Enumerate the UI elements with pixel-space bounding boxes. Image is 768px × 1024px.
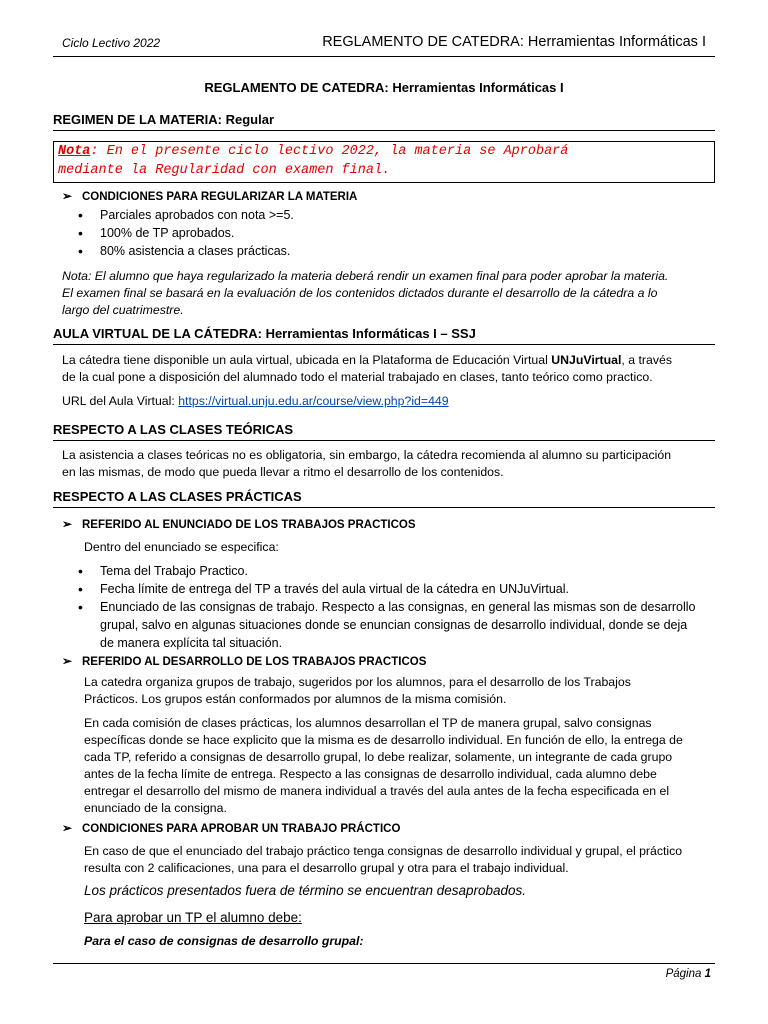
section-teoricas: RESPECTO A LAS CLASES TEÓRICAS <box>53 422 715 441</box>
aprobar-requirements-heading: Para aprobar un TP el alumno debe: <box>84 910 302 925</box>
note-line-2: mediante la Regularidad con examen final. <box>58 163 391 178</box>
header-cycle: Ciclo Lectivo 2022 <box>62 36 161 50</box>
desarrollo-paragraph-2: En cada comisión de clases prácticas, los alumnos desarrollan el TP de manera grupal, salvo consignas específicas donde se hace explicito que la misma es de desarrollo individual. En función de ello, la entrega de cada TP, referido a consignas de desarrollo grupal, lo debe realizar, solamente, un integrante de cada grupo antes de la fecha límite de entrega. Respecto a las consignas de desarrollo individual, cada alumno debe entregar el desarrollo del mismo de manera individual a través del aula antes de la fecha especificada en el enunciado de la consigna. <box>84 716 683 815</box>
note-label: Nota <box>58 144 91 159</box>
url-label: URL del Aula Virtual: <box>62 394 175 408</box>
platform-name: UNJuVirtual <box>551 353 622 367</box>
aprobar-late-note: Los prácticos presentados fuera de término se encuentran desaprobados. <box>84 883 527 898</box>
enunciado-list <box>78 562 696 652</box>
arrow-bullet-icon: ➢ <box>62 821 73 835</box>
arrow-bullet-icon: ➢ <box>62 517 73 531</box>
aula-paragraph: La cátedra tiene disponible un aula virtual, ubicada en la Plataforma de Educación Virtual UNJuVirtual, a través de la cual pone a disposición del alumnado todo el material trabajado en clases, tanto teórico como practico. <box>62 353 672 384</box>
regularizar-list <box>78 206 294 260</box>
note-box <box>53 141 715 183</box>
list-item: • Tema del Trabajo Practico. <box>78 562 696 580</box>
section-practicas: RESPECTO A LAS CLASES PRÁCTICAS <box>53 489 715 508</box>
subsection-enunciado: ➢ REFERIDO AL ENUNCIADO DE LOS TRABAJOS PRACTICOS <box>62 517 416 531</box>
list-item: • Fecha límite de entrega del TP a través del aula virtual de la cátedra en UNJuVirtual. <box>78 580 696 598</box>
subsection-desarrollo: ➢ REFERIDO AL DESARROLLO DE LOS TRABAJOS PRACTICOS <box>62 654 427 668</box>
list-item: • 80% asistencia a clases prácticas. <box>78 242 294 260</box>
arrow-bullet-icon: ➢ <box>62 189 73 203</box>
section-aula-virtual: AULA VIRTUAL DE LA CÁTEDRA: Herramientas Informáticas I – SSJ <box>53 326 715 345</box>
header-title: REGLAMENTO DE CATEDRA: Herramientas Informáticas I <box>322 34 706 50</box>
teoricas-paragraph: La asistencia a clases teóricas no es obligatoria, sin embargo, la cátedra recomienda al alumno su participación en las mismas, de modo que pueda llevar a ritmo el desarrollo de los contenidos. <box>62 448 672 479</box>
enunciado-intro: Dentro del enunciado se especifica: <box>84 540 279 554</box>
aprobar-paragraph-1: En caso de que el enunciado del trabajo práctico tenga consignas de desarrollo individual y grupal, el práctico resulta con 2 calificaciones, una para el desarrollo grupal y otra para el trabajo individual. <box>84 844 683 875</box>
aprobar-group-heading: Para el caso de consignas de desarrollo grupal: <box>84 934 364 948</box>
footer-divider <box>53 963 715 964</box>
subsection-aprobar: ➢ CONDICIONES PARA APROBAR UN TRABAJO PRÁCTICO <box>62 821 401 835</box>
desarrollo-paragraph-1: La catedra organiza grupos de trabajo, sugeridos por los alumnos, para el desarrollo de los Trabajos Prácticos. Los grupos están conformados por alumnos de la misma comisión. <box>84 675 631 706</box>
aula-url-line <box>62 393 715 410</box>
list-item: • Enunciado de las consignas de trabajo. Respecto a las consignas, en general las mismas son de desarrollo grupal, salvo en algunas situaciones donde se enuncian consignas de desarrollo individual, donde se deja de manera explícita tal situación. <box>78 598 696 652</box>
aula-url-link[interactable]: https://virtual.unju.edu.ar/course/view.php?id=449 <box>178 394 449 408</box>
regularizar-note: Nota: El alumno que haya regularizado la materia deberá rendir un examen final para poder aprobar la materia. El examen final se basará en la evaluación de los contenidos dictados durante el desarrollo de la cátedra a lo largo del cuatrimestre. <box>62 269 669 317</box>
header-divider <box>53 56 715 57</box>
document-title: REGLAMENTO DE CATEDRA: Herramientas Informáticas I <box>204 80 564 95</box>
note-line-1: Nota: En el presente ciclo lectivo 2022, la materia se Aprobará <box>58 144 569 159</box>
list-item: • Parciales aprobados con nota >=5. <box>78 206 294 224</box>
section-regimen: REGIMEN DE LA MATERIA: Regular <box>53 112 715 131</box>
page-number: Página 1 <box>665 968 711 980</box>
list-item: • 100% de TP aprobados. <box>78 224 294 242</box>
arrow-bullet-icon: ➢ <box>62 654 73 668</box>
subsection-regularizar: ➢ CONDICIONES PARA REGULARIZAR LA MATERIA <box>62 189 358 203</box>
